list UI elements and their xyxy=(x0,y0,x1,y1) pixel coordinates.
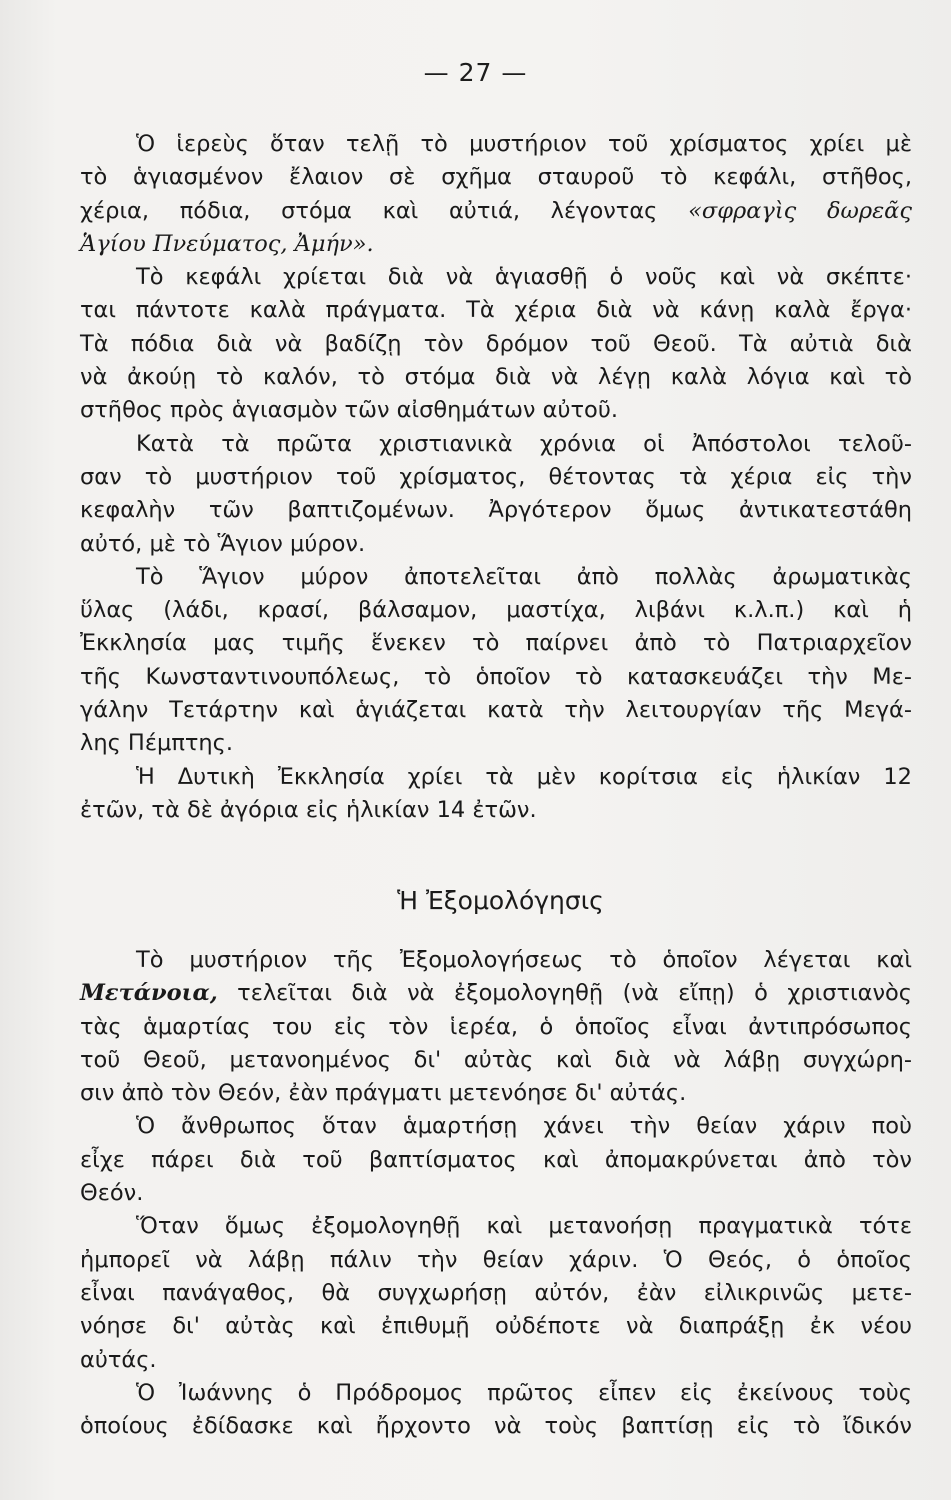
bold-italic-term: Μετάνοια, xyxy=(80,980,218,1007)
text-line: αὐτάς. xyxy=(80,1346,157,1373)
text-line: κεφαλὴν τῶν βαπτιζομένων. Ἀργότερον ὅμως ἀντικατεστάθη xyxy=(80,497,912,524)
text-line: εἶχε πάρει διὰ τοῦ βαπτίσματος καὶ ἀπομακρύνεται ἀπὸ τὸν xyxy=(80,1146,912,1173)
section-chrism-text xyxy=(80,128,912,827)
text-line: εἶναι πανάγαθος, θὰ συγχωρήσῃ αὐτόν, ἐὰν εἰλικρινῶς μετε- xyxy=(80,1279,912,1306)
text-line: τοῦ Θεοῦ, μετανοημένος δι' αὐτὰς καὶ διὰ νὰ λάβῃ συγχώρη- xyxy=(80,1046,912,1073)
text-line: Κατὰ τὰ πρῶτα χριστιανικὰ χρόνια οἱ Ἀπόστολοι τελοῦ- xyxy=(136,430,912,457)
text-line: τῆς Κωνσταντινουπόλεως, τὸ ὁποῖον τὸ κατασκευάζει τὴν Με- xyxy=(80,663,912,690)
italic-quote: «σφραγὶς δωρεᾶς xyxy=(688,197,912,224)
text-line: Τὰ πόδια διὰ νὰ βαδίζῃ τὸν δρόμον τοῦ Θεοῦ. Τὰ αὐτιὰ διὰ xyxy=(80,330,912,357)
text-line: Ἡ Δυτικὴ Ἐκκλησία χρίει τὰ μὲν κορίτσια εἰς ἡλικίαν 12 xyxy=(136,763,912,790)
text-line: ἠμπορεῖ νὰ λάβῃ πάλιν τὴν θείαν χάριν. Ὁ Θεός, ὁ ὁποῖος xyxy=(80,1246,912,1273)
section-confession-text xyxy=(80,944,912,1443)
text-line: Ὁ ἱερεὺς ὅταν τελῇ τὸ μυστήριον τοῦ χρίσματος χρίει μὲ xyxy=(136,131,912,157)
text-line: Τὸ Ἅγιον μύρον ἀποτελεῖται ἀπὸ πολλὰς ἀρωματικὰς xyxy=(136,563,912,590)
text-line: τὰς ἁμαρτίας του εἰς τὸν ἱερέα, ὁ ὁποῖος εἶναι ἀντιπρόσωπος xyxy=(80,1013,912,1040)
text-span: χέρια, πόδια, στόμα καὶ αὐτιά, λέγοντας xyxy=(80,197,689,224)
page-number: — 27 — xyxy=(423,58,528,87)
text-line: τὸ ἁγιασμένον ἔλαιον σὲ σχῆμα σταυροῦ τὸ κεφάλι, στῆθος, xyxy=(80,164,912,191)
text-line: σιν ἀπὸ τὸν Θεόν, ἐὰν πράγματι μετενόησε δι' αὐτάς. xyxy=(80,1080,687,1107)
text-line xyxy=(80,977,912,1010)
text-line: Τὸ μυστήριον τῆς Ἐξομολογήσεως τὸ ὁποῖον λέγεται καὶ xyxy=(136,947,912,973)
text-line: Ὁ Ἰωάννης ὁ Πρόδρομος πρῶτος εἶπεν εἰς ἐκείνους τοὺς xyxy=(136,1379,912,1406)
italic-quote-line: Ἁγίου Πνεύματος, Ἀμήν». xyxy=(80,230,374,257)
section-heading: Ἡ Ἐξομολόγησις xyxy=(397,886,604,915)
text-span: τελεῖται διὰ νὰ ἐξομολογηθῇ (νὰ εἴπῃ) ὁ χριστιανὸς xyxy=(217,980,912,1007)
text-line: γάλην Τετάρτην καὶ ἁγιάζεται κατὰ τὴν λειτουργίαν τῆς Μεγά- xyxy=(80,697,912,724)
text-line: Ὁ ἄνθρωπος ὅταν ἁμαρτήσῃ χάνει τὴν θείαν χάριν ποὺ xyxy=(136,1113,912,1140)
text-line: λης Πέμπτης. xyxy=(80,730,234,757)
text-line: αὐτό, μὲ τὸ Ἅγιον μύρον. xyxy=(80,530,366,557)
text-line: στῆθος πρὸς ἁγιασμὸν τῶν αἰσθημάτων αὐτοῦ. xyxy=(80,397,618,424)
text-line: Τὸ κεφάλι χρίεται διὰ νὰ ἁγιασθῇ ὁ νοῦς καὶ νὰ σκέπτε· xyxy=(136,264,912,291)
text-line xyxy=(80,195,912,228)
text-line: Ὅταν ὅμως ἐξομολογηθῇ καὶ μετανοήσῃ πραγματικὰ τότε xyxy=(136,1213,912,1240)
text-line: ται πάντοτε καλὰ πράγματα. Τὰ χέρια διὰ νὰ κάνῃ καλὰ ἔργα· xyxy=(80,297,912,324)
text-line: Θεόν. xyxy=(80,1180,144,1207)
text-line: σαν τὸ μυστήριον τοῦ χρίσματος, θέτοντας τὰ χέρια εἰς τὴν xyxy=(80,463,912,490)
text-line: νόησε δι' αὐτὰς καὶ ἐπιθυμῇ οὐδέποτε νὰ διαπράξῃ ἐκ νέου xyxy=(80,1313,912,1340)
text-line: ἐτῶν, τὰ δὲ ἀγόρια εἰς ἡλικίαν 14 ἐτῶν. xyxy=(80,796,537,823)
text-line: νὰ ἀκούῃ τὸ καλόν, τὸ στόμα διὰ νὰ λέγῃ καλὰ λόγια καὶ τὸ xyxy=(80,364,912,391)
text-line: ὕλας (λάδι, κρασί, βάλσαμον, μαστίχα, λιβάνι κ.λ.π.) καὶ ἡ xyxy=(80,597,912,624)
text-line: ὁποίους ἐδίδασκε καὶ ἤρχοντο νὰ τοὺς βαπτίσῃ εἰς τὸ ἴδικόν xyxy=(80,1413,912,1440)
text-line: Ἐκκλησία μας τιμῆς ἕνεκεν τὸ παίρνει ἀπὸ τὸ Πατριαρχεῖον xyxy=(80,630,912,657)
